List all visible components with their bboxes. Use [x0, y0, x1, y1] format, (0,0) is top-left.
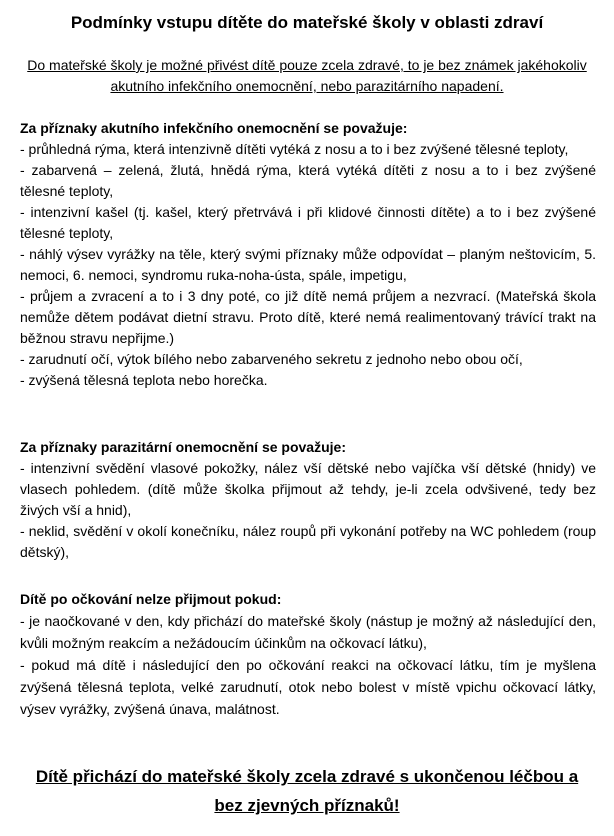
section-acute-infection: [20, 118, 596, 391]
list-item: - zvýšená tělesná teplota nebo horečka.: [20, 372, 268, 388]
section-vaccination: [20, 589, 596, 720]
list-item: - intenzivní svědění vlasové pokožky, nález vší dětské nebo vajíčka vší dětské (hnidy) ve vlasech pohledem. (dítě může školka přijmout až tehdy, je-li zcela odvšivené, tedy bez živých vší a hnid),: [20, 460, 596, 518]
intro-paragraph: Do mateřské školy je možné přivést dítě pouze zcela zdravé, to je bez známek jakéhokoliv akutního infekčního onemocnění, nebo parazitárního napadení.: [27, 57, 587, 94]
list-item: - je naočkované v den, kdy přichází do mateřské školy (nástup je možný až následující den, kvůli možným reakcím a nežádoucím účinkům na očkovací látku),: [20, 613, 596, 651]
list-item: - intenzivní kašel (tj. kašel, který přetrvává i při klidové činnosti dítěte) a to i bez zvýšené tělesné teploty,: [20, 204, 596, 241]
list-item: - zabarvená – zelená, žlutá, hnědá rýma, která vytéká dítěti z nosu a to i bez zvýšené tělesné teploty,: [20, 162, 596, 199]
list-item: - průjem a zvracení a to i 3 dny poté, co již dítě nemá průjem a nezvrací. (Mateřská škola nemůže dětem podávat dietní stravu. Proto dítě, které nemá realimentovaný trávící trakt na běžnou stravu nepřijme.): [20, 288, 596, 346]
section-parasitic-infection: [20, 437, 596, 563]
page-title: Podmínky vstupu dítěte do mateřské školy v oblasti zdraví: [70, 13, 544, 32]
list-item: - náhlý výsev vyrážky na těle, který svými příznaky může odpovídat – planým neštovicím, 5. nemoci, 6. nemoci, syndromu ruka-noha-ústa, spále, impetigu,: [20, 246, 596, 283]
section-heading: Za příznaky akutního infekčního onemocnění se považuje:: [20, 120, 408, 136]
list-item: - pokud má dítě i následující den po očkování reakci na očkovací látku, tím je myšlena zvýšená tělesná teplota, velké zarudnutí, otok nebo bolest v místě vpichu očkovací látky, výsev vyrážky, zvýšená únava, malátnost.: [20, 657, 596, 717]
list-item: - zarudnutí očí, výtok bílého nebo zabarveného sekretu z jednoho nebo obou očí,: [20, 351, 523, 367]
section-heading: Za příznaky parazitární onemocnění se považuje:: [20, 439, 346, 455]
closing-statement: Dítě přichází do mateřské školy zcela zdravé s ukončenou léčbou a bez zjevných příznaků!: [35, 767, 579, 815]
list-item: - průhledná rýma, která intenzivně dítěti vytéká z nosu a to i bez zvýšené tělesné teploty,: [20, 141, 569, 157]
section-heading: Dítě po očkování nelze přijmout pokud:: [20, 591, 282, 607]
list-item: - neklid, svědění v okolí konečníku, nález roupů při vykonání potřeby na WC pohledem (roup dětský),: [20, 523, 596, 560]
